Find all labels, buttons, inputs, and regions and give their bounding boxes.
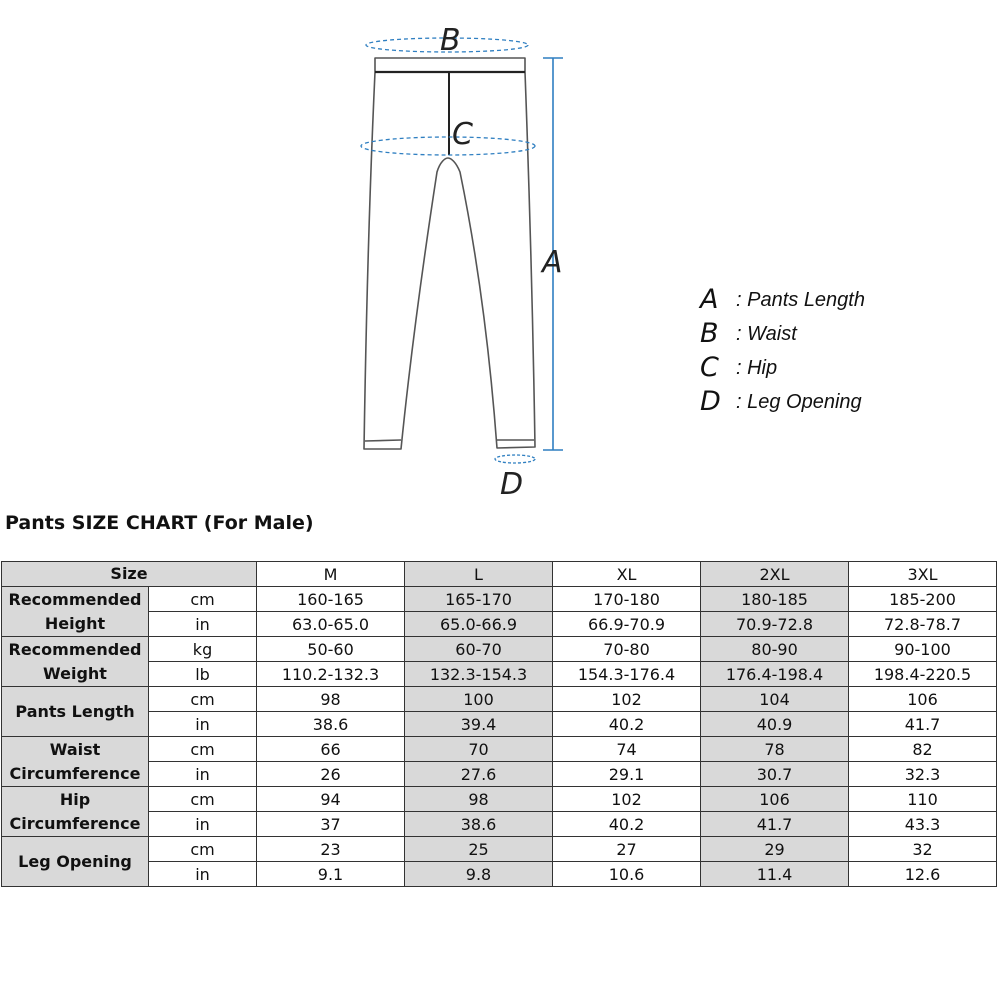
unit-cell: lb	[149, 662, 257, 687]
table-cell: 185-200	[849, 587, 997, 612]
table-cell: 176.4-198.4	[701, 662, 849, 687]
table-cell: 180-185	[701, 587, 849, 612]
measurement-label: Waist Circumference	[2, 737, 149, 787]
table-cell: 41.7	[849, 712, 997, 737]
size-column-header: 3XL	[849, 562, 997, 587]
table-cell: 32	[849, 837, 997, 862]
leg-opening-measure-marker	[495, 455, 535, 463]
table-cell: 65.0-66.9	[405, 612, 553, 637]
table-cell: 110.2-132.3	[257, 662, 405, 687]
chart-title: Pants SIZE CHART (For Male)	[5, 512, 314, 534]
table-cell: 50-60	[257, 637, 405, 662]
table-row	[2, 712, 997, 737]
table-cell: 82	[849, 737, 997, 762]
size-column-header: M	[257, 562, 405, 587]
table-cell: 102	[553, 687, 701, 712]
legend-text: : Leg Opening	[736, 391, 862, 413]
table-row	[2, 737, 997, 762]
unit-cell: in	[149, 812, 257, 837]
table-cell: 25	[405, 837, 553, 862]
table-cell: 60-70	[405, 637, 553, 662]
table-cell: 74	[553, 737, 701, 762]
table-cell: 40.2	[553, 712, 701, 737]
table-cell: 23	[257, 837, 405, 862]
table-cell: 104	[701, 687, 849, 712]
legend-letter: C	[700, 352, 719, 383]
table-cell: 40.2	[553, 812, 701, 837]
table-cell: 26	[257, 762, 405, 787]
table-cell: 72.8-78.7	[849, 612, 997, 637]
table-cell: 43.3	[849, 812, 997, 837]
table-row	[2, 787, 997, 812]
unit-cell: cm	[149, 587, 257, 612]
table-row	[2, 662, 997, 687]
table-cell: 70	[405, 737, 553, 762]
table-cell: 98	[257, 687, 405, 712]
table-cell: 38.6	[405, 812, 553, 837]
table-cell: 66	[257, 737, 405, 762]
measurement-label: Pants Length	[2, 687, 149, 737]
unit-cell: in	[149, 762, 257, 787]
measurement-label: Leg Opening	[2, 837, 149, 887]
legend-letter: B	[700, 318, 719, 349]
table-cell: 12.6	[849, 862, 997, 887]
table-cell: 198.4-220.5	[849, 662, 997, 687]
size-column-header: 2XL	[701, 562, 849, 587]
table-row	[2, 837, 997, 862]
table-row	[2, 862, 997, 887]
unit-cell: cm	[149, 837, 257, 862]
table-cell: 160-165	[257, 587, 405, 612]
unit-cell: cm	[149, 737, 257, 762]
table-cell: 37	[257, 812, 405, 837]
size-column-header: XL	[553, 562, 701, 587]
table-row	[2, 612, 997, 637]
table-cell: 70-80	[553, 637, 701, 662]
table-cell: 41.7	[701, 812, 849, 837]
table-row	[2, 812, 997, 837]
unit-cell: cm	[149, 787, 257, 812]
legend-letter: D	[700, 386, 721, 417]
table-cell: 66.9-70.9	[553, 612, 701, 637]
measurement-label: Recommended Height	[2, 587, 149, 637]
measurement-label: Recommended Weight	[2, 637, 149, 687]
table-cell: 90-100	[849, 637, 997, 662]
table-cell: 29	[701, 837, 849, 862]
size-table	[1, 561, 997, 887]
unit-cell: cm	[149, 687, 257, 712]
legend-text: : Hip	[736, 357, 778, 379]
table-cell: 39.4	[405, 712, 553, 737]
table-cell: 132.3-154.3	[405, 662, 553, 687]
table-cell: 170-180	[553, 587, 701, 612]
size-header-row	[2, 562, 997, 587]
table-row	[2, 762, 997, 787]
table-cell: 165-170	[405, 587, 553, 612]
table-cell: 38.6	[257, 712, 405, 737]
legend-text: : Waist	[736, 323, 797, 345]
pants-outline	[364, 58, 535, 449]
marker-label-d: D	[500, 467, 524, 502]
table-row	[2, 587, 997, 612]
table-cell: 80-90	[701, 637, 849, 662]
table-cell: 94	[257, 787, 405, 812]
size-header-cell: Size	[2, 562, 257, 587]
table-cell: 27	[553, 837, 701, 862]
table-row	[2, 637, 997, 662]
measurement-label: Hip Circumference	[2, 787, 149, 837]
table-cell: 32.3	[849, 762, 997, 787]
unit-cell: in	[149, 612, 257, 637]
marker-label-b: B	[440, 23, 461, 58]
table-cell: 40.9	[701, 712, 849, 737]
size-column-header: L	[405, 562, 553, 587]
table-cell: 102	[553, 787, 701, 812]
table-cell: 9.8	[405, 862, 553, 887]
table-cell: 106	[849, 687, 997, 712]
table-cell: 9.1	[257, 862, 405, 887]
table-cell: 154.3-176.4	[553, 662, 701, 687]
legend-text: : Pants Length	[736, 289, 865, 311]
table-cell: 110	[849, 787, 997, 812]
table-cell: 100	[405, 687, 553, 712]
marker-label-c: C	[452, 117, 473, 152]
table-cell: 106	[701, 787, 849, 812]
unit-cell: in	[149, 862, 257, 887]
legend-letter: A	[700, 284, 719, 315]
unit-cell: kg	[149, 637, 257, 662]
marker-label-a: A	[542, 245, 563, 280]
table-cell: 29.1	[553, 762, 701, 787]
unit-cell: in	[149, 712, 257, 737]
table-cell: 11.4	[701, 862, 849, 887]
table-cell: 98	[405, 787, 553, 812]
table-row	[2, 687, 997, 712]
table-cell: 27.6	[405, 762, 553, 787]
table-cell: 30.7	[701, 762, 849, 787]
table-cell: 63.0-65.0	[257, 612, 405, 637]
table-cell: 10.6	[553, 862, 701, 887]
table-cell: 78	[701, 737, 849, 762]
table-cell: 70.9-72.8	[701, 612, 849, 637]
